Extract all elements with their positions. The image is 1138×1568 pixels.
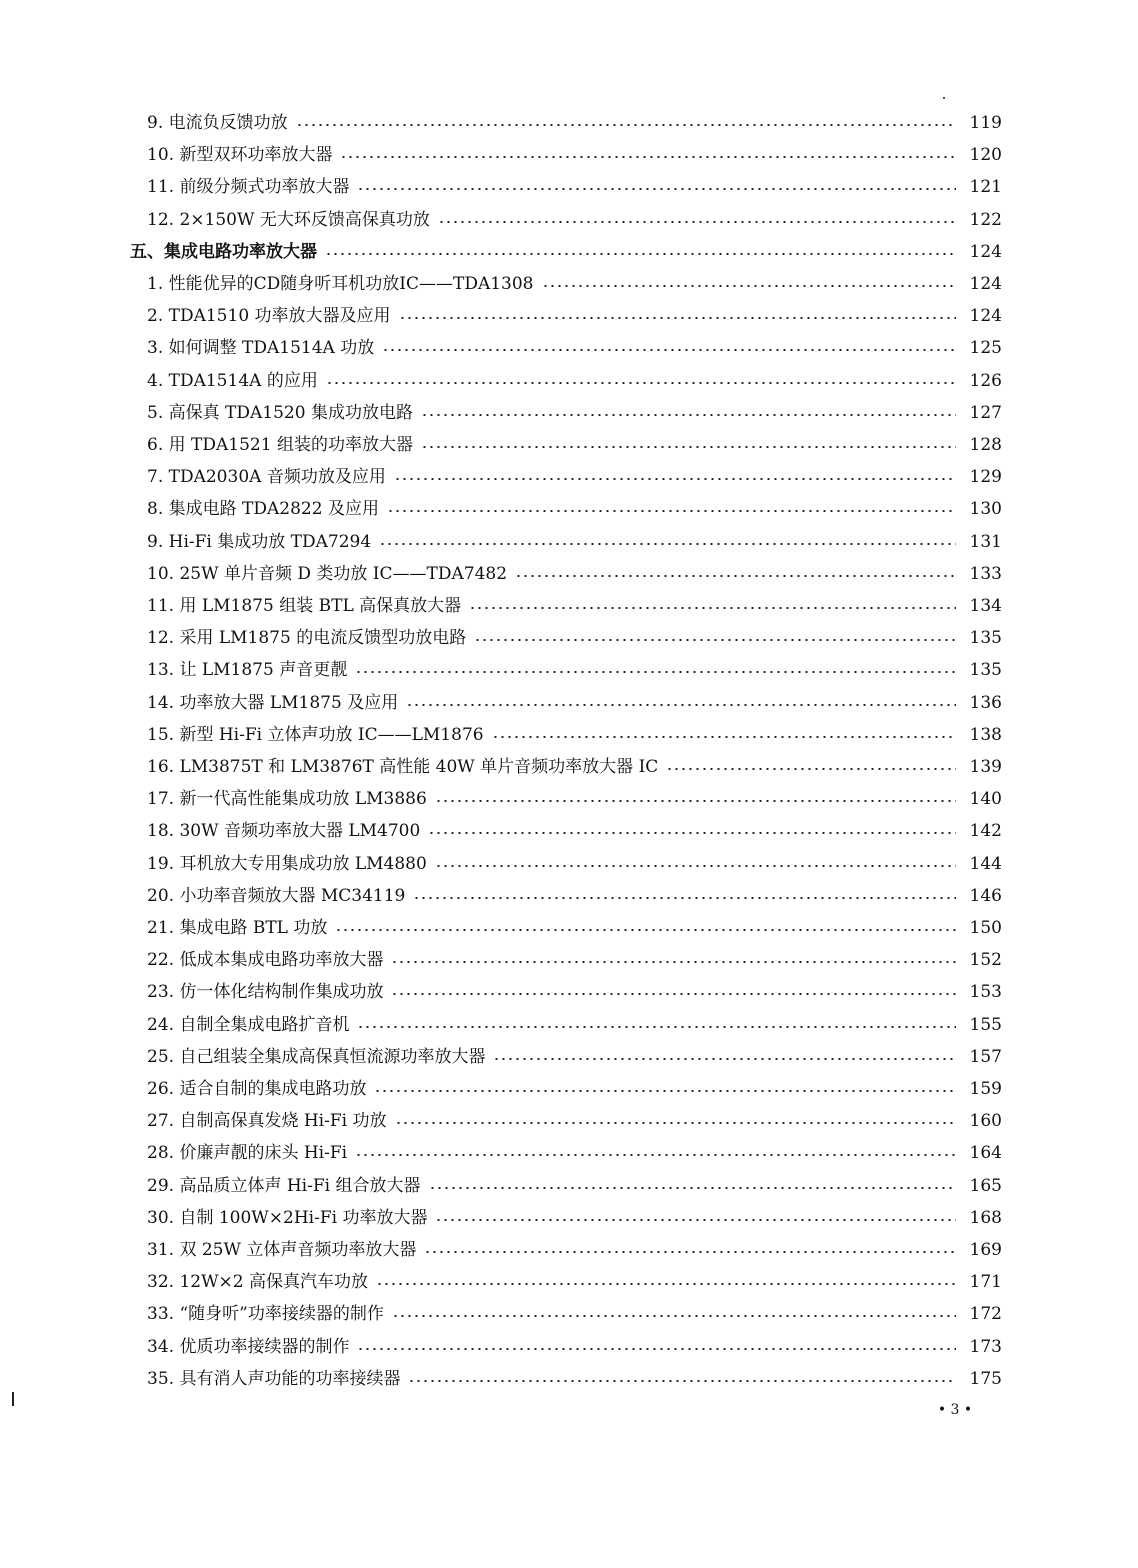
toc-title: 10. 新型双环功率放大器 [147, 145, 333, 166]
toc-page: 133 [969, 563, 1002, 584]
toc-row [147, 527, 1002, 557]
dot-leader [394, 478, 956, 480]
toc-title: 22. 低成本集成电路功率放大器 [147, 950, 384, 971]
toc-page: 150 [969, 918, 1002, 938]
dot-leader [542, 285, 957, 287]
toc-page: 121 [969, 177, 1002, 198]
toc-page: 160 [969, 1111, 1002, 1132]
toc-row [147, 784, 1002, 814]
toc-title: 23. 仿一体化结构制作集成功放 [147, 982, 384, 1003]
dot-leader [399, 317, 956, 319]
toc-title: 3. 如何调整 TDA1514A 功放 [147, 338, 375, 359]
toc-row [147, 1171, 1002, 1201]
dot-leader [435, 1219, 956, 1221]
toc-title: 13. 让 LM1875 声音更靓 [147, 660, 348, 681]
toc-row [147, 977, 1002, 1007]
toc-title: 28. 价廉声靓的床头 Hi-Fi [147, 1143, 348, 1164]
toc-page: 125 [969, 338, 1002, 359]
toc-page: 124 [969, 274, 1002, 294]
dot-leader [335, 929, 956, 931]
dot-leader [469, 607, 956, 609]
toc-row [147, 1299, 1002, 1329]
toc-title: 29. 高品质立体声 Hi-Fi 组合放大器 [147, 1175, 421, 1196]
toc-title: 五、集成电路功率放大器 [130, 241, 317, 262]
dot-leader [391, 961, 956, 963]
toc-title: 9. 电流负反馈功放 [147, 113, 288, 133]
toc-row [147, 881, 1002, 911]
toc-row [147, 1042, 1002, 1072]
toc-page: 134 [969, 596, 1002, 616]
toc-page: 169 [969, 1240, 1002, 1260]
dot-leader [408, 1380, 956, 1382]
toc-title: 9. Hi-Fi 集成功放 TDA7294 [147, 531, 372, 552]
dot-leader [493, 1058, 956, 1060]
toc-page: 155 [969, 1014, 1002, 1035]
dot-leader [326, 382, 956, 384]
toc-row [147, 720, 1002, 750]
toc-title: 33. “随身听”功率接续器的制作 [147, 1304, 384, 1325]
scan-speck [943, 97, 945, 99]
toc-page: 128 [969, 435, 1002, 455]
dot-leader [355, 671, 956, 673]
toc-row [147, 591, 1002, 621]
toc-page: 152 [969, 950, 1002, 971]
toc-title: 34. 优质功率接续器的制作 [147, 1336, 350, 1357]
scan-mark [12, 1392, 14, 1406]
toc-row [147, 366, 1002, 396]
toc-title: 12. 采用 LM1875 的电流反馈型功放电路 [147, 628, 467, 649]
toc-page: 168 [969, 1207, 1002, 1228]
toc-page: 173 [969, 1336, 1002, 1357]
toc-row [147, 1074, 1002, 1104]
toc-page: 142 [969, 821, 1002, 842]
dot-leader [424, 1251, 956, 1253]
toc-row [147, 849, 1002, 879]
toc-row [147, 1364, 1002, 1394]
toc-title: 21. 集成电路 BTL 功放 [147, 918, 328, 938]
toc-row [147, 623, 1002, 653]
toc-row [147, 655, 1002, 685]
dot-leader [438, 221, 956, 223]
toc-page: 165 [969, 1175, 1002, 1196]
toc-row [147, 1235, 1002, 1265]
dot-leader [421, 414, 956, 416]
toc-row [147, 1010, 1002, 1040]
toc-page: 144 [969, 853, 1002, 874]
dot-leader [374, 1090, 956, 1092]
dot-leader [357, 188, 956, 190]
toc-row [147, 752, 1002, 782]
toc-page: 138 [969, 724, 1002, 745]
toc-row [147, 462, 1002, 492]
toc-row [147, 913, 1002, 943]
toc-title: 6. 用 TDA1521 组装的功率放大器 [147, 435, 413, 455]
dot-leader [355, 1154, 956, 1156]
toc-title: 5. 高保真 TDA1520 集成功放电路 [147, 402, 413, 423]
toc-page: 139 [969, 757, 1002, 777]
toc-row [147, 559, 1002, 589]
dot-leader [428, 832, 956, 834]
toc-row [147, 205, 1002, 235]
dot-leader [406, 704, 956, 706]
toc-title: 2. TDA1510 功率放大器及应用 [147, 306, 391, 327]
toc-row [147, 1106, 1002, 1136]
toc-title: 7. TDA2030A 音频功放及应用 [147, 467, 386, 488]
dot-leader [474, 639, 956, 641]
toc-title: 26. 适合自制的集成电路功放 [147, 1079, 367, 1099]
page-number: • 3 • [937, 1402, 973, 1418]
toc-title: 30. 自制 100W×2Hi-Fi 功率放大器 [147, 1207, 428, 1228]
toc-title: 11. 用 LM1875 组装 BTL 高保真放大器 [147, 596, 462, 616]
toc-title: 10. 25W 单片音频 D 类功放 IC——TDA7482 [147, 563, 508, 584]
toc-row [147, 688, 1002, 718]
toc-page: 136 [969, 692, 1002, 713]
toc-page: 172 [969, 1304, 1002, 1325]
toc-page: 119 [969, 113, 1002, 133]
toc-title: 35. 具有消人声功能的功率接续器 [147, 1368, 401, 1389]
toc-page: 120 [969, 145, 1002, 166]
toc-page: 129 [969, 467, 1002, 488]
toc-title: 32. 12W×2 高保真汽车功放 [147, 1272, 369, 1293]
toc-row [147, 945, 1002, 975]
toc-page: 153 [969, 982, 1002, 1003]
toc-title: 1. 性能优异的CD随身听耳机功放IC——TDA1308 [147, 274, 534, 294]
toc-row [147, 172, 1002, 202]
dot-leader [376, 1283, 956, 1285]
toc-page: 126 [969, 370, 1002, 391]
toc-page: 131 [969, 531, 1002, 552]
dot-leader [382, 349, 956, 351]
toc-title: 25. 自己组装全集成高保真恒流源功率放大器 [147, 1046, 486, 1067]
dot-leader [492, 736, 956, 738]
dot-leader [357, 1348, 956, 1350]
toc-page: 164 [969, 1143, 1002, 1164]
dot-leader [325, 253, 956, 255]
toc-title: 17. 新一代高性能集成功放 LM3886 [147, 789, 427, 810]
toc-title: 24. 自制全集成电路扩音机 [147, 1014, 350, 1035]
toc-row [147, 816, 1002, 846]
dot-leader [357, 1026, 956, 1028]
toc-row [147, 1138, 1002, 1168]
toc-title: 19. 耳机放大专用集成功放 LM4880 [147, 853, 427, 874]
toc-page: 130 [969, 499, 1002, 520]
dot-leader [395, 1122, 957, 1124]
toc-row [147, 494, 1002, 524]
toc-row [147, 1267, 1002, 1297]
toc-title: 16. LM3875T 和 LM3876T 高性能 40W 单片音频功率放大器 IC [147, 757, 659, 777]
toc-title: 11. 前级分频式功率放大器 [147, 177, 350, 198]
toc-title: 27. 自制高保真发烧 Hi-Fi 功放 [147, 1111, 387, 1132]
toc-title: 18. 30W 音频功率放大器 LM4700 [147, 821, 421, 842]
dot-leader [435, 800, 956, 802]
toc-page: 157 [969, 1046, 1002, 1067]
toc-page: 175 [969, 1368, 1002, 1389]
toc-row [147, 269, 1002, 299]
dot-leader [387, 510, 956, 512]
toc-row [147, 430, 1002, 460]
toc-title: 31. 双 25W 立体声音频功率放大器 [147, 1240, 417, 1260]
toc-page: 127 [969, 402, 1002, 423]
dot-leader [392, 1315, 956, 1317]
toc-title: 8. 集成电路 TDA2822 及应用 [147, 499, 379, 520]
toc-section-row [130, 237, 1002, 267]
toc-row [147, 108, 1002, 138]
toc-row [147, 140, 1002, 170]
toc-title: 15. 新型 Hi-Fi 立体声功放 IC——LM1876 [147, 724, 484, 745]
dot-leader [413, 897, 956, 899]
dot-leader [435, 865, 956, 867]
toc-page: 171 [969, 1272, 1002, 1293]
dot-leader [515, 575, 956, 577]
toc-title: 20. 小功率音频放大器 MC34119 [147, 885, 406, 906]
dot-leader [429, 1187, 957, 1189]
toc-page: 146 [969, 885, 1002, 906]
dot-leader [391, 993, 956, 995]
toc-row [147, 1332, 1002, 1362]
toc-page: 122 [969, 209, 1002, 230]
toc-row [147, 301, 1002, 331]
toc-page: 159 [969, 1079, 1002, 1099]
toc-row [147, 398, 1002, 428]
toc-page: 140 [969, 789, 1002, 810]
toc-page: 135 [969, 628, 1002, 649]
toc-page: 124 [969, 241, 1002, 262]
toc-page: 135 [969, 660, 1002, 681]
toc-row [147, 333, 1002, 363]
toc-title: 4. TDA1514A 的应用 [147, 370, 318, 391]
dot-leader [666, 768, 956, 770]
toc-title: 12. 2×150W 无大环反馈高保真功放 [147, 209, 430, 230]
toc-row [147, 1203, 1002, 1233]
toc-title: 14. 功率放大器 LM1875 及应用 [147, 692, 399, 713]
dot-leader [421, 446, 956, 448]
dot-leader [340, 156, 956, 158]
dot-leader [296, 124, 956, 126]
dot-leader [379, 543, 956, 545]
toc-page: 124 [969, 306, 1002, 327]
